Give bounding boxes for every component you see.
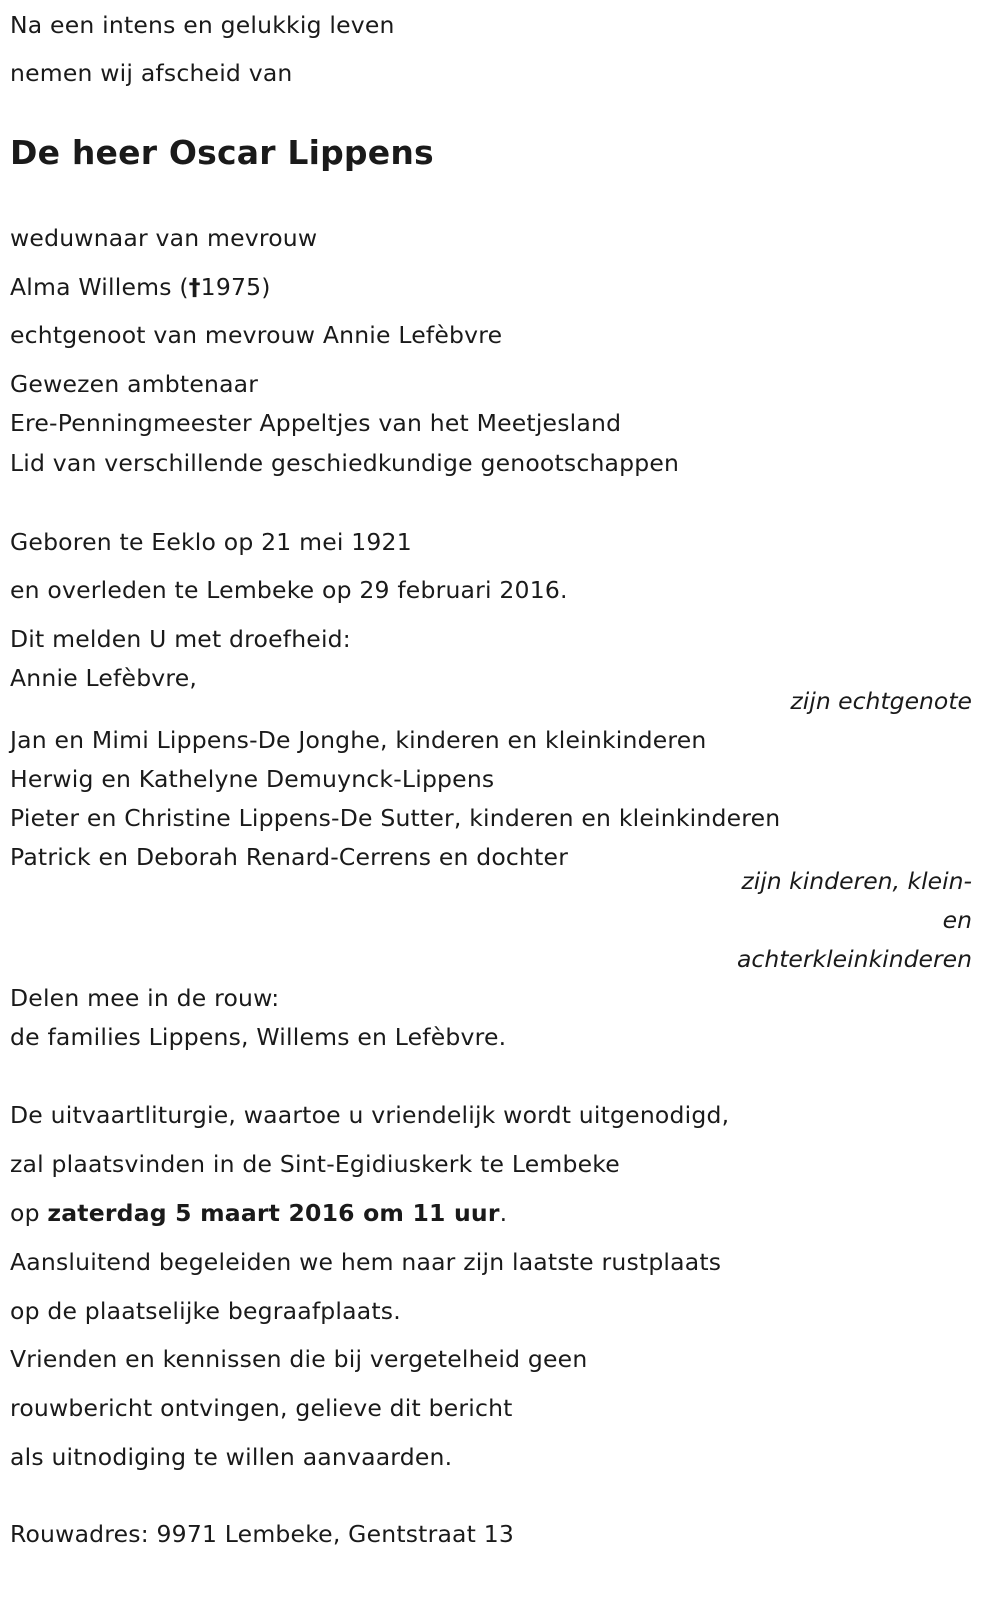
funeral-date: zaterdag 5 maart 2016 om 11 uur [47, 1199, 500, 1227]
funeral-date-prefix: op [10, 1199, 48, 1227]
cross-icon: † [188, 273, 201, 301]
mourning-address: Rouwadres: 9971 Lembeke, Gentstraat 13 [10, 1520, 515, 1548]
children-role: achterkleinkinderen [737, 945, 972, 973]
role-line: Lid van verschillende geschiedkundige genootschappen [10, 449, 680, 477]
intro-line: Na een intens en gelukkig leven [10, 11, 395, 39]
child-line: Patrick en Deborah Renard-Cerrens en dochter [10, 843, 569, 871]
first-wife-year: 1975) [200, 273, 271, 301]
funeral-date-line [10, 1198, 507, 1228]
funeral-line: Vrienden en kennissen die bij vergetelheid geen [10, 1345, 588, 1373]
announce-line: Dit melden U met droefheid: [10, 625, 351, 653]
funeral-date-suffix: . [499, 1199, 508, 1227]
first-wife-name: Alma Willems ( [10, 273, 189, 301]
children-role: zijn kinderen, klein- [741, 867, 972, 895]
mourning-line: de families Lippens, Willems en Lefèbvre. [10, 1023, 507, 1051]
deceased-name: De heer Oscar Lippens [10, 133, 434, 172]
funeral-line: Aansluitend begeleiden we hem naar zijn laatste rustplaats [10, 1248, 722, 1276]
death-line: en overleden te Lembeke op 29 februari 2016. [10, 576, 568, 604]
funeral-line: als uitnodiging te willen aanvaarden. [10, 1443, 453, 1471]
child-line: Jan en Mimi Lippens-De Jonghe, kinderen en kleinkinderen [10, 726, 707, 754]
mourning-line: Delen mee in de rouw: [10, 984, 280, 1012]
wife-line: Annie Lefèbvre, [10, 664, 198, 692]
wife-role: zijn echtgenote [790, 687, 972, 715]
children-role: en [942, 906, 972, 934]
funeral-line: De uitvaartliturgie, waartoe u vriendelijk wordt uitgenodigd, [10, 1101, 730, 1129]
spouse-line: weduwnaar van mevrouw [10, 224, 318, 252]
intro-line: nemen wij afscheid van [10, 59, 293, 87]
funeral-line: rouwbericht ontvingen, gelieve dit bericht [10, 1394, 513, 1422]
role-line: Gewezen ambtenaar [10, 370, 259, 398]
first-wife-line [10, 272, 271, 302]
funeral-line: op de plaatselijke begraafplaats. [10, 1297, 401, 1325]
birth-line: Geboren te Eeklo op 21 mei 1921 [10, 528, 412, 556]
spouse-line: echtgenoot van mevrouw Annie Lefèbvre [10, 321, 503, 349]
funeral-line: zal plaatsvinden in de Sint-Egidiuskerk te Lembeke [10, 1150, 620, 1178]
child-line: Pieter en Christine Lippens-De Sutter, kinderen en kleinkinderen [10, 804, 781, 832]
child-line: Herwig en Kathelyne Demuynck-Lippens [10, 765, 495, 793]
role-line: Ere-Penningmeester Appeltjes van het Meetjesland [10, 409, 622, 437]
